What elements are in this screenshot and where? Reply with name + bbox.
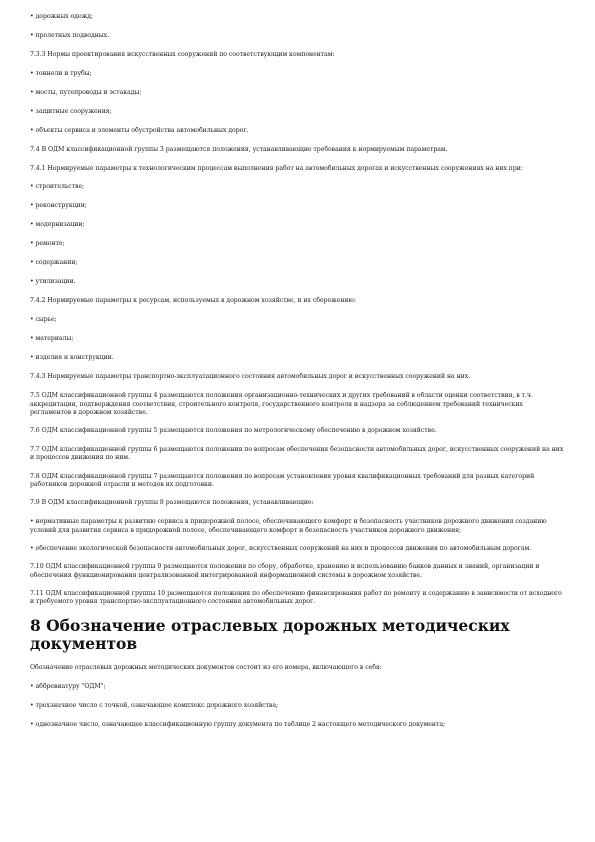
paragraph: 7.10 ОДМ классификационной группы 9 размещаются положения по сбору, обработке, хранению и использованию банков данных и знаний, организации и обеспечения функционирования централизованной интегрированной информационной системы в дорожном хозяйстве. bbox=[30, 563, 540, 579]
paragraph: • дорожных одежд; bbox=[30, 13, 93, 20]
paragraph: Обозначение отраслевых дорожных методических документов состоит из его номера, включающего в себя: bbox=[30, 663, 382, 671]
paragraph: • материалы; bbox=[30, 335, 74, 343]
paragraph: • утилизации. bbox=[30, 278, 76, 286]
paragraph: • строительстве; bbox=[30, 183, 85, 191]
section-heading: 8 Обозначение отраслевых дорожных методических документов bbox=[30, 615, 510, 654]
paragraph: • пролетных подводных. bbox=[30, 32, 110, 39]
paragraph-list-top bbox=[30, 13, 565, 606]
paragraph: • мосты, путепроводы и эстакады; bbox=[30, 89, 142, 96]
paragraph: • трехзначное число с точкой, означающее комплекс дорожного хозяйства; bbox=[30, 701, 279, 709]
paragraph: • объекты сервиса и элементы обустройства автомобильных дорог. bbox=[30, 127, 249, 134]
paragraph: • содержании; bbox=[30, 259, 78, 267]
document-page bbox=[30, 13, 565, 740]
paragraph: 7.11 ОДМ классификационной группы 10 размещаются положения по обеспечению финансирования работ по ремонту и содержанию в зависимости от исходного и требуемого уровня транспортно-эксплуатационного состояния автомобильных дорог. bbox=[30, 589, 562, 606]
paragraph: • аббревиатуру "ОДМ"; bbox=[30, 682, 106, 690]
paragraph: • однозначное число, означающее классификационную группу документа по таблице 2 настоящего методического документа; bbox=[30, 720, 445, 728]
paragraph: • тоннели и трубы; bbox=[30, 70, 92, 77]
paragraph: • обеспечение экологической безопасности автомобильных дорог, искусственных сооружений на них и процессов движения по автомобильным дорогам. bbox=[30, 544, 532, 552]
paragraph: 7.4.3 Нормируемые параметры транспортно-эксплуатационного состояния автомобильных дорог и искусственных сооружений на них. bbox=[30, 373, 471, 381]
paragraph: 7.6 ОДМ классификационной группы 5 размещаются положения по метрологическому обеспечению в дорожном хозяйстве. bbox=[30, 427, 437, 435]
paragraph: • модернизации; bbox=[30, 221, 85, 229]
paragraph-list-bottom bbox=[30, 664, 565, 729]
paragraph: • защитные сооружения; bbox=[30, 108, 112, 115]
paragraph: 7.4 В ОДМ классификационной группы 3 размещаются положения, устанавливающие требования к нормируемым параметрам. bbox=[30, 146, 448, 153]
paragraph: • нормативные параметры к развитию сервиса в придорожной полосе, обеспечивающего комфорт и безопасность участников дорожного движения созданию условий для развития сервиса в придорожной полосе, обеспечивающего комфорт и безопасность участников дорожного движения; bbox=[30, 518, 547, 534]
paragraph: 7.4.1 Нормируемые параметры к технологическим процессам выполнения работ на автомобильных дорогах и искусственных сооружениях на них при: bbox=[30, 165, 523, 172]
paragraph: 7.4.2 Нормируемые параметры к ресурсам, используемых в дорожном хозяйстве, и их сбережению: bbox=[30, 297, 356, 305]
paragraph: 7.8 ОДМ классификационной группы 7 размещаются положения по вопросам установления уровня квалификационных требований для разных категорий работников дорожной отрасли и методов их подготовки. bbox=[30, 472, 535, 488]
paragraph: 7.7 ОДМ классификационной группы 6 размещаются положения по вопросам обеспечения безопасности автомобильных дорог, искусственных сооружений на них и процессов движения по ним. bbox=[30, 446, 564, 462]
paragraph: • реконструкции; bbox=[30, 202, 87, 210]
paragraph: 7.3.3 Нормы проектирования искусственных сооружений по соответствующим компонентам: bbox=[30, 51, 335, 58]
paragraph: • ремонте; bbox=[30, 240, 65, 248]
paragraph: 7.5 ОДМ классификационной группы 4 размещаются положения организационно-технических и других требований в области оценки соответствия, в т.ч. аккредитации, подтверждения соответствия, строительного контроля, государственного контроля и надзора за соблюдением требований технических регламентов в дорожном хозяйстве. bbox=[30, 392, 533, 416]
paragraph: 7.9 В ОДМ классификационной группы 8 размещаются положения, устанавливающие: bbox=[30, 499, 314, 507]
paragraph: • изделия и конструкции. bbox=[30, 354, 114, 362]
paragraph: • сырье; bbox=[30, 316, 57, 324]
